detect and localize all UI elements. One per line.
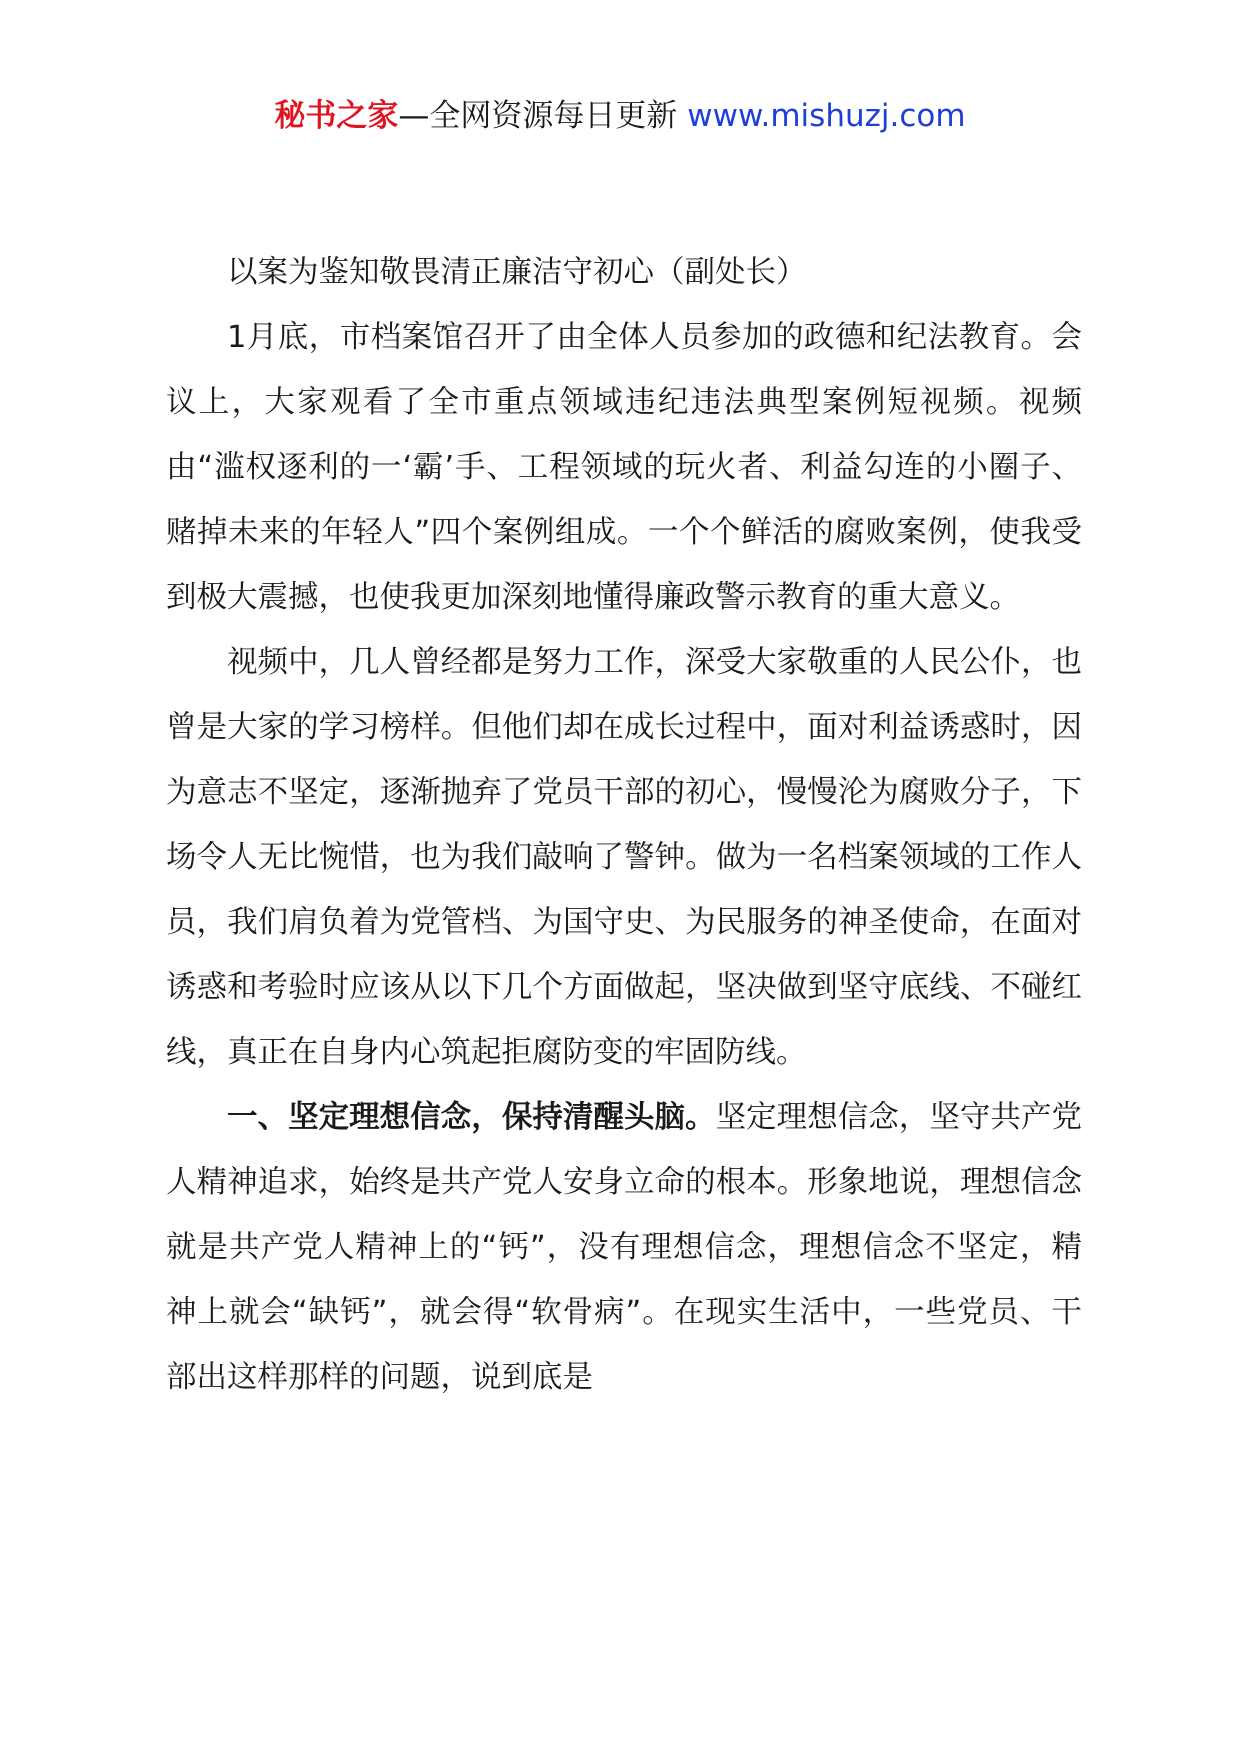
paragraph: 1月底，市档案馆召开了由全体人员参加的政德和纪法教育。会议上，大家观看了全市重点领域违纪违法典型案例短视频。视频由“滥权逐利的一‘霸’手、工程领域的玩火者、利益勾连的小圈子、赌掉未来的年轻人”四个案例组成。一个个鲜活的腐败案例，使我受到极大震撼，也使我更加深刻地懂得廉政警示教育的重大意义。 [166,320,1082,615]
paragraph [166,1085,1082,1410]
site-brand: 秘书之家 [274,98,399,134]
document-body [166,240,1082,1410]
document-title: 以案为鉴知敬畏清正廉洁守初心（副处长） [227,255,807,290]
section-heading: 一、坚定理想信念，保持清醒头脑。 [227,1100,716,1135]
site-url-link[interactable]: www.mishuzj.com [687,98,966,134]
site-tagline: —全网资源每日更新 [398,98,688,134]
site-header [0,96,1240,136]
paragraph: 视频中，几人曾经都是努力工作，深受大家敬重的人民公仆，也曾是大家的学习榜样。但他们却在成长过程中，面对利益诱惑时，因为意志不坚定，逐渐抛弃了党员干部的初心，慢慢沦为腐败分子，下场令人无比惋惜，也为我们敲响了警钟。做为一名档案领域的工作人员，我们肩负着为党管档、为国守史、为民服务的神圣使命，在面对诱惑和考验时应该从以下几个方面做起，坚决做到坚守底线、不碰红线，真正在自身内心筑起拒腐防变的牢固防线。 [166,645,1082,1070]
section-body: 坚定理想信念，坚守共产党人精神追求，始终是共产党人安身立命的根本。形象地说，理想信念就是共产党人精神上的“钙”，没有理想信念，理想信念不坚定，精神上就会“缺钙”，就会得“软骨病”。在现实生活中，一些党员、干部出这样那样的问题，说到底是 [166,1100,1083,1395]
